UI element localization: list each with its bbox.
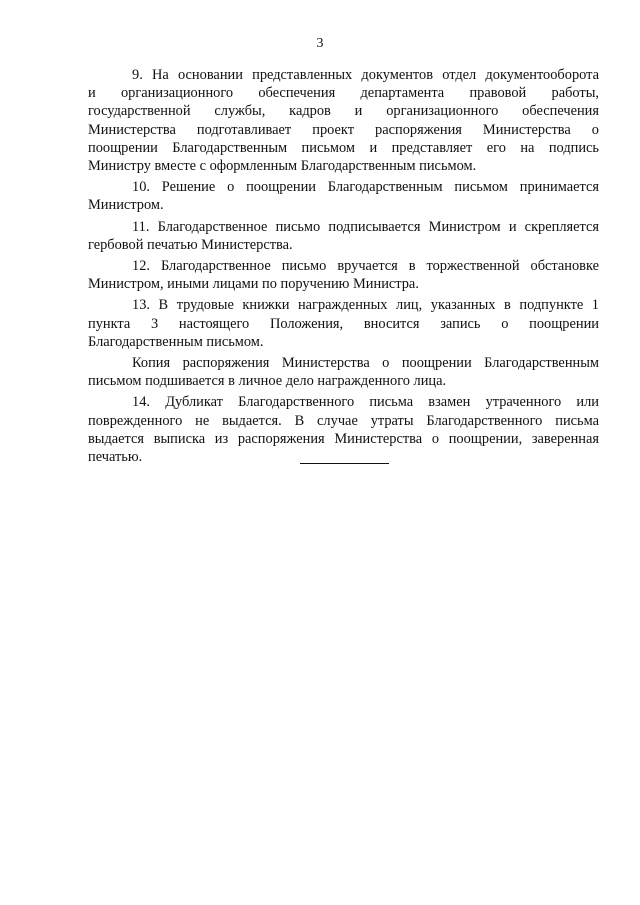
paragraph-11 [88,218,599,254]
text-line: Министром. [88,197,164,214]
text-line: 11. Благодарственное письмо подписывается Министром и скрепляется [132,218,599,235]
paragraph-12 [88,257,599,293]
text-line: и организационного обеспечения департамента правовой работы, [88,85,599,102]
text-line: Министерства подготавливает проект распоряжения Министерства о [88,121,599,138]
text-line: 14. Дубликат Благодарственного письма взамен утраченного или [132,394,599,411]
paragraph-13-copy [88,354,599,390]
text-line: письмом подшивается в личное дело награжденного лица. [88,373,447,390]
text-line: печатью. [88,449,143,466]
text-line: поощрении Благодарственным письмом и представляет его на подпись [88,139,599,156]
paragraph-14 [88,393,599,466]
paragraph-13 [88,296,599,351]
text-line: 10. Решение о поощрении Благодарственным письмом принимается [132,179,599,196]
text-line: 12. Благодарственное письмо вручается в торжественной обстановке [132,258,599,275]
text-line: поврежденного не выдается. В случае утраты Благодарственного письма [88,412,599,429]
text-line: выдается выписка из распоряжения Министерства о поощрении, заверенная [88,430,599,447]
text-line: 9. На основании представленных документов отдел документооборота [132,67,599,83]
paragraph-10 [88,178,599,214]
text-line: Министру вместе с оформленным Благодарственным письмом. [88,158,477,175]
paragraph-9 [88,66,599,175]
text-line: Благодарственным письмом. [88,333,264,350]
text-line: гербовой печатью Министерства. [88,236,293,253]
text-line: 13. В трудовые книжки награжденных лиц, указанных в подпункте 1 [132,297,599,314]
text-line: государственной службы, кадров и организационного обеспечения [88,103,599,120]
text-line: Копия распоряжения Министерства о поощрении Благодарственным [132,355,599,372]
document-body [88,66,599,469]
end-separator-line [300,463,389,464]
page-number: 3 [316,36,324,51]
text-line: Министром, иными лицами по поручению Министра. [88,276,419,293]
text-line: пункта 3 настоящего Положения, вносится запись о поощрении [88,315,599,332]
